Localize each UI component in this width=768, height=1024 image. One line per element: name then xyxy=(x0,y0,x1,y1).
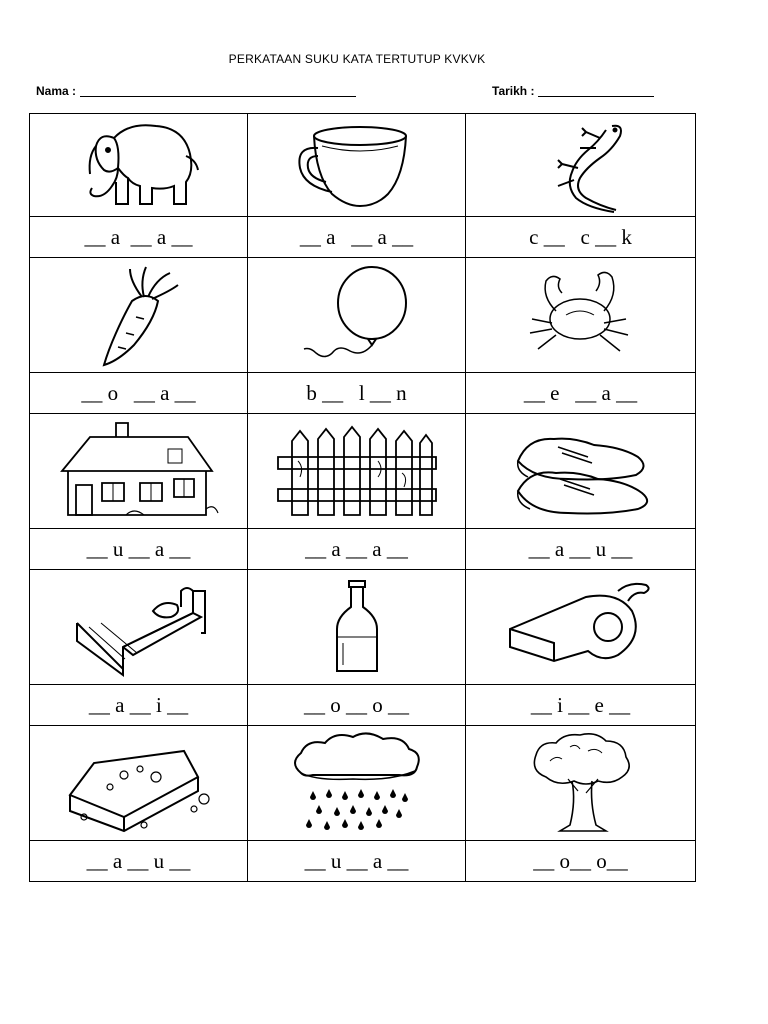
picture-cell xyxy=(30,726,248,841)
answer-cell[interactable]: __ u __ a __ xyxy=(248,841,466,882)
date-label: Tarikh : xyxy=(492,84,535,98)
answer-cell[interactable]: __ a __ a __ xyxy=(248,217,466,258)
elephant-picture xyxy=(74,116,204,214)
picture-cell xyxy=(248,570,466,685)
worksheet-title: PERKATAAN SUKU KATA TERTUTUP KVKVK xyxy=(228,52,486,66)
bed-picture xyxy=(69,577,209,677)
name-blank-line[interactable] xyxy=(80,96,356,97)
whistle-picture xyxy=(506,577,656,677)
house-picture xyxy=(56,417,222,525)
bottle-picture xyxy=(317,577,397,677)
picture-row xyxy=(30,114,696,217)
picture-row xyxy=(30,726,696,841)
answer-cell[interactable]: __ a __ i __ xyxy=(30,685,248,726)
picture-cell xyxy=(248,726,466,841)
soap-picture xyxy=(64,733,214,833)
answer-cell[interactable]: __ e __ a __ xyxy=(466,373,696,414)
answer-cell[interactable]: __ a __ a __ xyxy=(30,217,248,258)
picture-row xyxy=(30,258,696,373)
answer-cell[interactable]: __ a __ u __ xyxy=(30,841,248,882)
answer-cell[interactable]: c __ c __ k xyxy=(466,217,696,258)
answer-cell[interactable]: __ a __ u __ xyxy=(466,529,696,570)
tree-picture xyxy=(526,731,636,835)
answer-cell[interactable]: __ u __ a __ xyxy=(30,529,248,570)
picture-cell xyxy=(30,258,248,373)
picture-cell xyxy=(30,414,248,529)
cup-picture xyxy=(292,116,422,214)
picture-cell xyxy=(30,114,248,217)
picture-cell xyxy=(466,570,696,685)
picture-row xyxy=(30,414,696,529)
answer-cell[interactable]: __ o__ o__ xyxy=(466,841,696,882)
picture-cell xyxy=(30,570,248,685)
answer-cell[interactable]: __ i __ e __ xyxy=(466,685,696,726)
answer-cell[interactable]: __ o __ a __ xyxy=(30,373,248,414)
picture-cell xyxy=(248,258,466,373)
picture-cell xyxy=(466,114,696,217)
name-date-row xyxy=(36,84,656,100)
carrot-picture xyxy=(74,261,204,369)
crab-picture xyxy=(516,261,646,369)
balloon-picture xyxy=(292,261,422,369)
answer-row xyxy=(30,373,696,414)
date-blank-line[interactable] xyxy=(538,96,654,97)
picture-row xyxy=(30,570,696,685)
picture-cell xyxy=(466,258,696,373)
shoes-picture xyxy=(498,417,664,525)
fence-picture xyxy=(274,417,440,525)
lizard-picture xyxy=(516,116,646,214)
answer-row xyxy=(30,685,696,726)
answer-row xyxy=(30,529,696,570)
answer-row xyxy=(30,841,696,882)
answer-cell[interactable]: __ o __ o __ xyxy=(248,685,466,726)
answer-cell[interactable]: __ a __ a __ xyxy=(248,529,466,570)
worksheet-grid xyxy=(29,113,696,882)
picture-cell xyxy=(248,114,466,217)
name-label: Nama : xyxy=(36,84,77,98)
picture-cell xyxy=(248,414,466,529)
picture-cell xyxy=(466,414,696,529)
picture-cell xyxy=(466,726,696,841)
rain-cloud-picture xyxy=(287,731,427,835)
answer-row xyxy=(30,217,696,258)
answer-cell[interactable]: b __ l __ n xyxy=(248,373,466,414)
